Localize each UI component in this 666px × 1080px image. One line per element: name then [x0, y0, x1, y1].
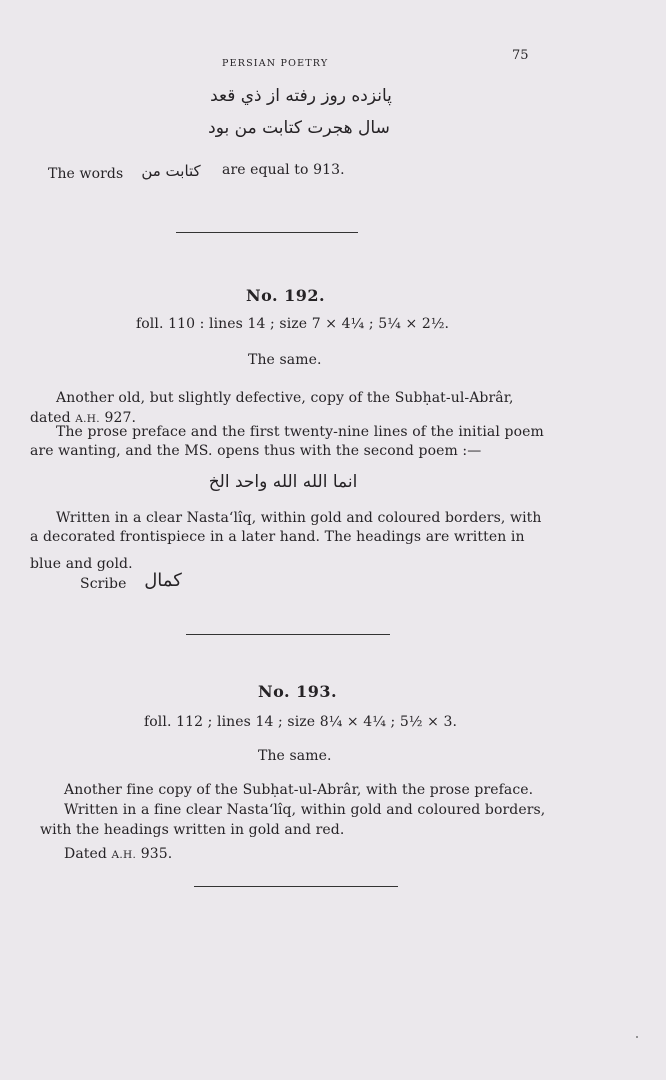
- note-suffix: are equal to 913.: [222, 162, 345, 178]
- note-persian-words: کتابت من: [141, 162, 201, 180]
- running-title: PERSIAN POETRY: [222, 58, 329, 69]
- persian-verse-line-1: پانزده روز رفته از ذي قعد: [210, 86, 392, 106]
- date-year: 935.: [140, 846, 173, 862]
- entry-title-same: The same.: [258, 748, 332, 764]
- date-era: A.H.: [111, 849, 137, 861]
- entry-date-line: [64, 846, 172, 862]
- entry-number: No. 193.: [258, 682, 338, 701]
- entry-description-line: Written in a fine clear Nasta‘lîq, within gold and coloured borders,: [64, 802, 546, 818]
- date-era: A.H.: [75, 413, 100, 425]
- entry-details: foll. 110 : lines 14 ; size 7 × 4¼ ; 5¼ × 2½.: [136, 316, 450, 332]
- date-prefix: Dated: [64, 846, 107, 862]
- entry-description-line: The prose preface and the first twenty-nine lines of the initial poem: [56, 424, 544, 440]
- entry-description-line: a decorated frontispiece in a later hand. The headings are written in: [30, 529, 525, 545]
- date-prefix: dated: [30, 410, 71, 426]
- scribe-name: کمال: [144, 570, 182, 591]
- entry-description-line: are wanting, and the MS. opens thus with the second poem :—: [30, 443, 482, 459]
- entry-description-line: Another old, but slightly defective, copy of the Subḥat-ul-Abrâr,: [56, 390, 514, 406]
- entry-details: foll. 112 ; lines 14 ; size 8¼ × 4¼ ; 5½ × 3.: [144, 714, 458, 730]
- arabic-opening-line: انما الله الله واحد الخ: [208, 472, 358, 492]
- entry-description-line: blue and gold.: [30, 556, 133, 572]
- entry-title-same: The same.: [248, 352, 322, 368]
- entry-description-line: with the headings written in gold and red.: [40, 822, 345, 838]
- page-number: 75: [512, 48, 529, 63]
- scribe-label: Scribe: [80, 576, 127, 592]
- section-divider: [176, 232, 358, 233]
- persian-verse-line-2: سال هجرت کتابت من بود: [208, 118, 390, 138]
- date-year: 927.: [104, 410, 137, 426]
- entry-description-line: Another fine copy of the Subḥat-ul-Abrâr, with the prose preface.: [64, 782, 534, 798]
- entry-description-line: Written in a clear Nasta‘lîq, within gold and coloured borders, with: [56, 510, 542, 526]
- note-prefix: The words: [48, 166, 124, 182]
- paper-speck: [636, 1036, 638, 1038]
- entry-number: No. 192.: [246, 286, 326, 305]
- section-divider: [186, 634, 390, 635]
- section-divider: [194, 886, 398, 887]
